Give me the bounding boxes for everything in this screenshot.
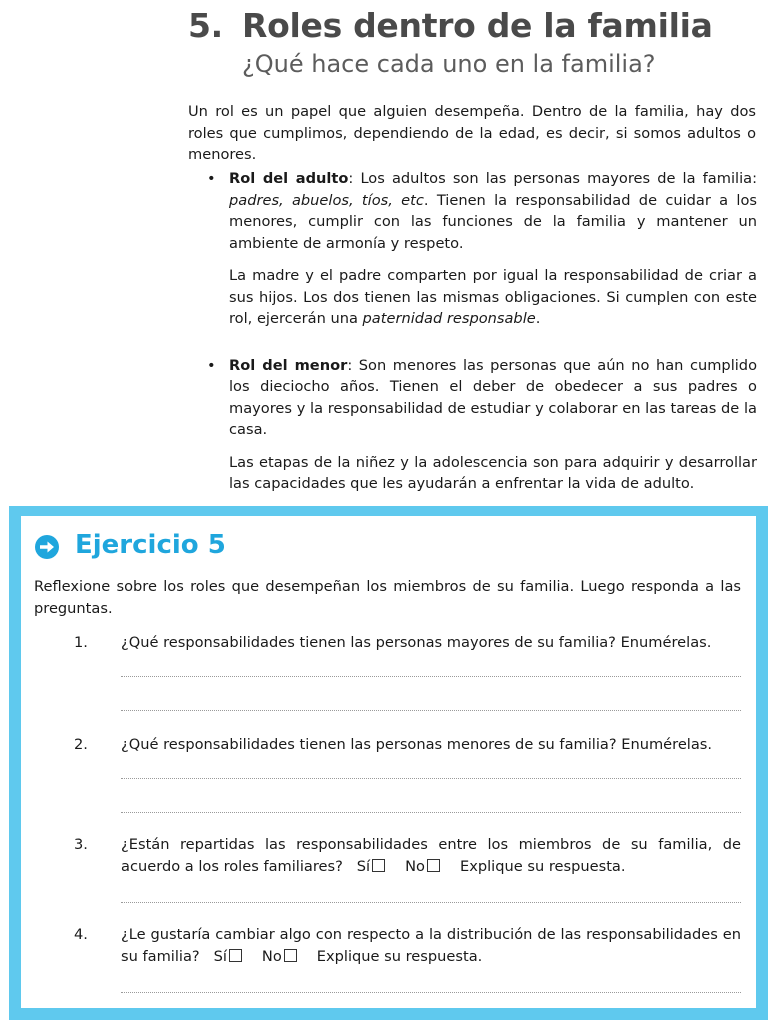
no-label: No <box>405 857 425 875</box>
role-minor-paragraph-2: Las etapas de la niñez y la adolescencia son para adquirir y desarrollar las capacidades que les ayudarán a enfrentar la vida de adulto. <box>229 453 757 492</box>
responsible-parenthood: paternidad responsable <box>362 310 536 327</box>
role-minor-name: Rol del menor <box>229 356 348 374</box>
answer-line[interactable] <box>121 812 741 813</box>
bullet: • <box>207 356 216 374</box>
role-adult-name: Rol del adulto <box>229 170 349 187</box>
exercise-instructions: Reflexione sobre los roles que desempeñan los miembros de su familia. Luego responda a las preguntas. <box>34 578 741 617</box>
section-title-text: Roles dentro de la familia <box>242 6 713 45</box>
role-minor <box>207 355 757 495</box>
explain-label: Explique su respuesta. <box>316 947 483 965</box>
bullet: • <box>207 170 216 187</box>
question-number: 3. <box>74 836 88 853</box>
role-adult-description: Rol del adulto: Los adultos son las personas mayores de la familia: padres, abuelos, tíos, etc. Tienen la responsabilidad de cuidar a los menores, cumplir con las funciones de la familia y mantener un ambiente de armonía y respeto. <box>229 170 757 252</box>
arrow-right-circle-icon <box>35 535 59 559</box>
no-checkbox[interactable] <box>427 859 440 872</box>
answer-line[interactable] <box>121 992 741 993</box>
roles-list <box>207 168 757 495</box>
no-label: No <box>261 947 282 965</box>
question-text: ¿Están repartidas las responsabilidades entre los miembros de su familia, de acuerdo a los roles familiares? Sí No Explique su respuesta. <box>121 836 741 875</box>
question-text: ¿Qué responsabilidades tienen las personas mayores de su familia? Enumérelas. <box>121 634 712 651</box>
role-adult-examples: padres, abuelos, tíos, etc <box>229 191 424 209</box>
role-adult-paragraph-2: La madre y el padre comparten por igual la responsabilidad de criar a sus hijos. Los dos tienen las mismas obligaciones. Si cumplen con este rol, ejercerán una paternidad responsable. <box>229 267 757 327</box>
intro-paragraph: Un rol es un papel que alguien desempeña. Dentro de la familia, hay dos roles que cumplimos, dependiendo de la edad, es decir, si somos adultos o menores. <box>188 103 756 163</box>
question-number: 2. <box>74 736 88 753</box>
question-number: 4. <box>74 926 88 943</box>
answer-line[interactable] <box>121 778 741 779</box>
section-subtitle: ¿Qué hace cada uno en la familia? <box>242 50 656 78</box>
no-checkbox[interactable] <box>284 949 297 962</box>
answer-line[interactable] <box>121 710 741 711</box>
exercise-box <box>9 506 768 1020</box>
explain-label: Explique su respuesta. <box>459 857 626 875</box>
answer-line[interactable] <box>121 676 741 677</box>
yes-checkbox[interactable] <box>229 949 242 962</box>
yes-label: Sí <box>356 857 371 875</box>
role-minor-description: Rol del menor: Son menores las personas que aún no han cumplido los dieciocho años. Tienen el deber de obedecer a sus padres o mayores y la responsabilidad de estudiar y colaborar en las tareas de la casa. <box>229 356 757 438</box>
section-number: 5. <box>188 6 223 45</box>
section-title <box>188 6 713 45</box>
yes-label: Sí <box>213 947 227 965</box>
exercise-title: Ejercicio 5 <box>75 530 226 560</box>
role-adult <box>207 168 757 330</box>
answer-line[interactable] <box>121 902 741 903</box>
question-text: ¿Qué responsabilidades tienen las personas menores de su familia? Enumérelas. <box>121 736 713 753</box>
yes-checkbox[interactable] <box>372 859 385 872</box>
question-number: 1. <box>74 634 88 651</box>
question-text: ¿Le gustaría cambiar algo con respecto a la distribución de las responsabilidades en su familia? Sí No Explique su respuesta. <box>121 926 741 965</box>
